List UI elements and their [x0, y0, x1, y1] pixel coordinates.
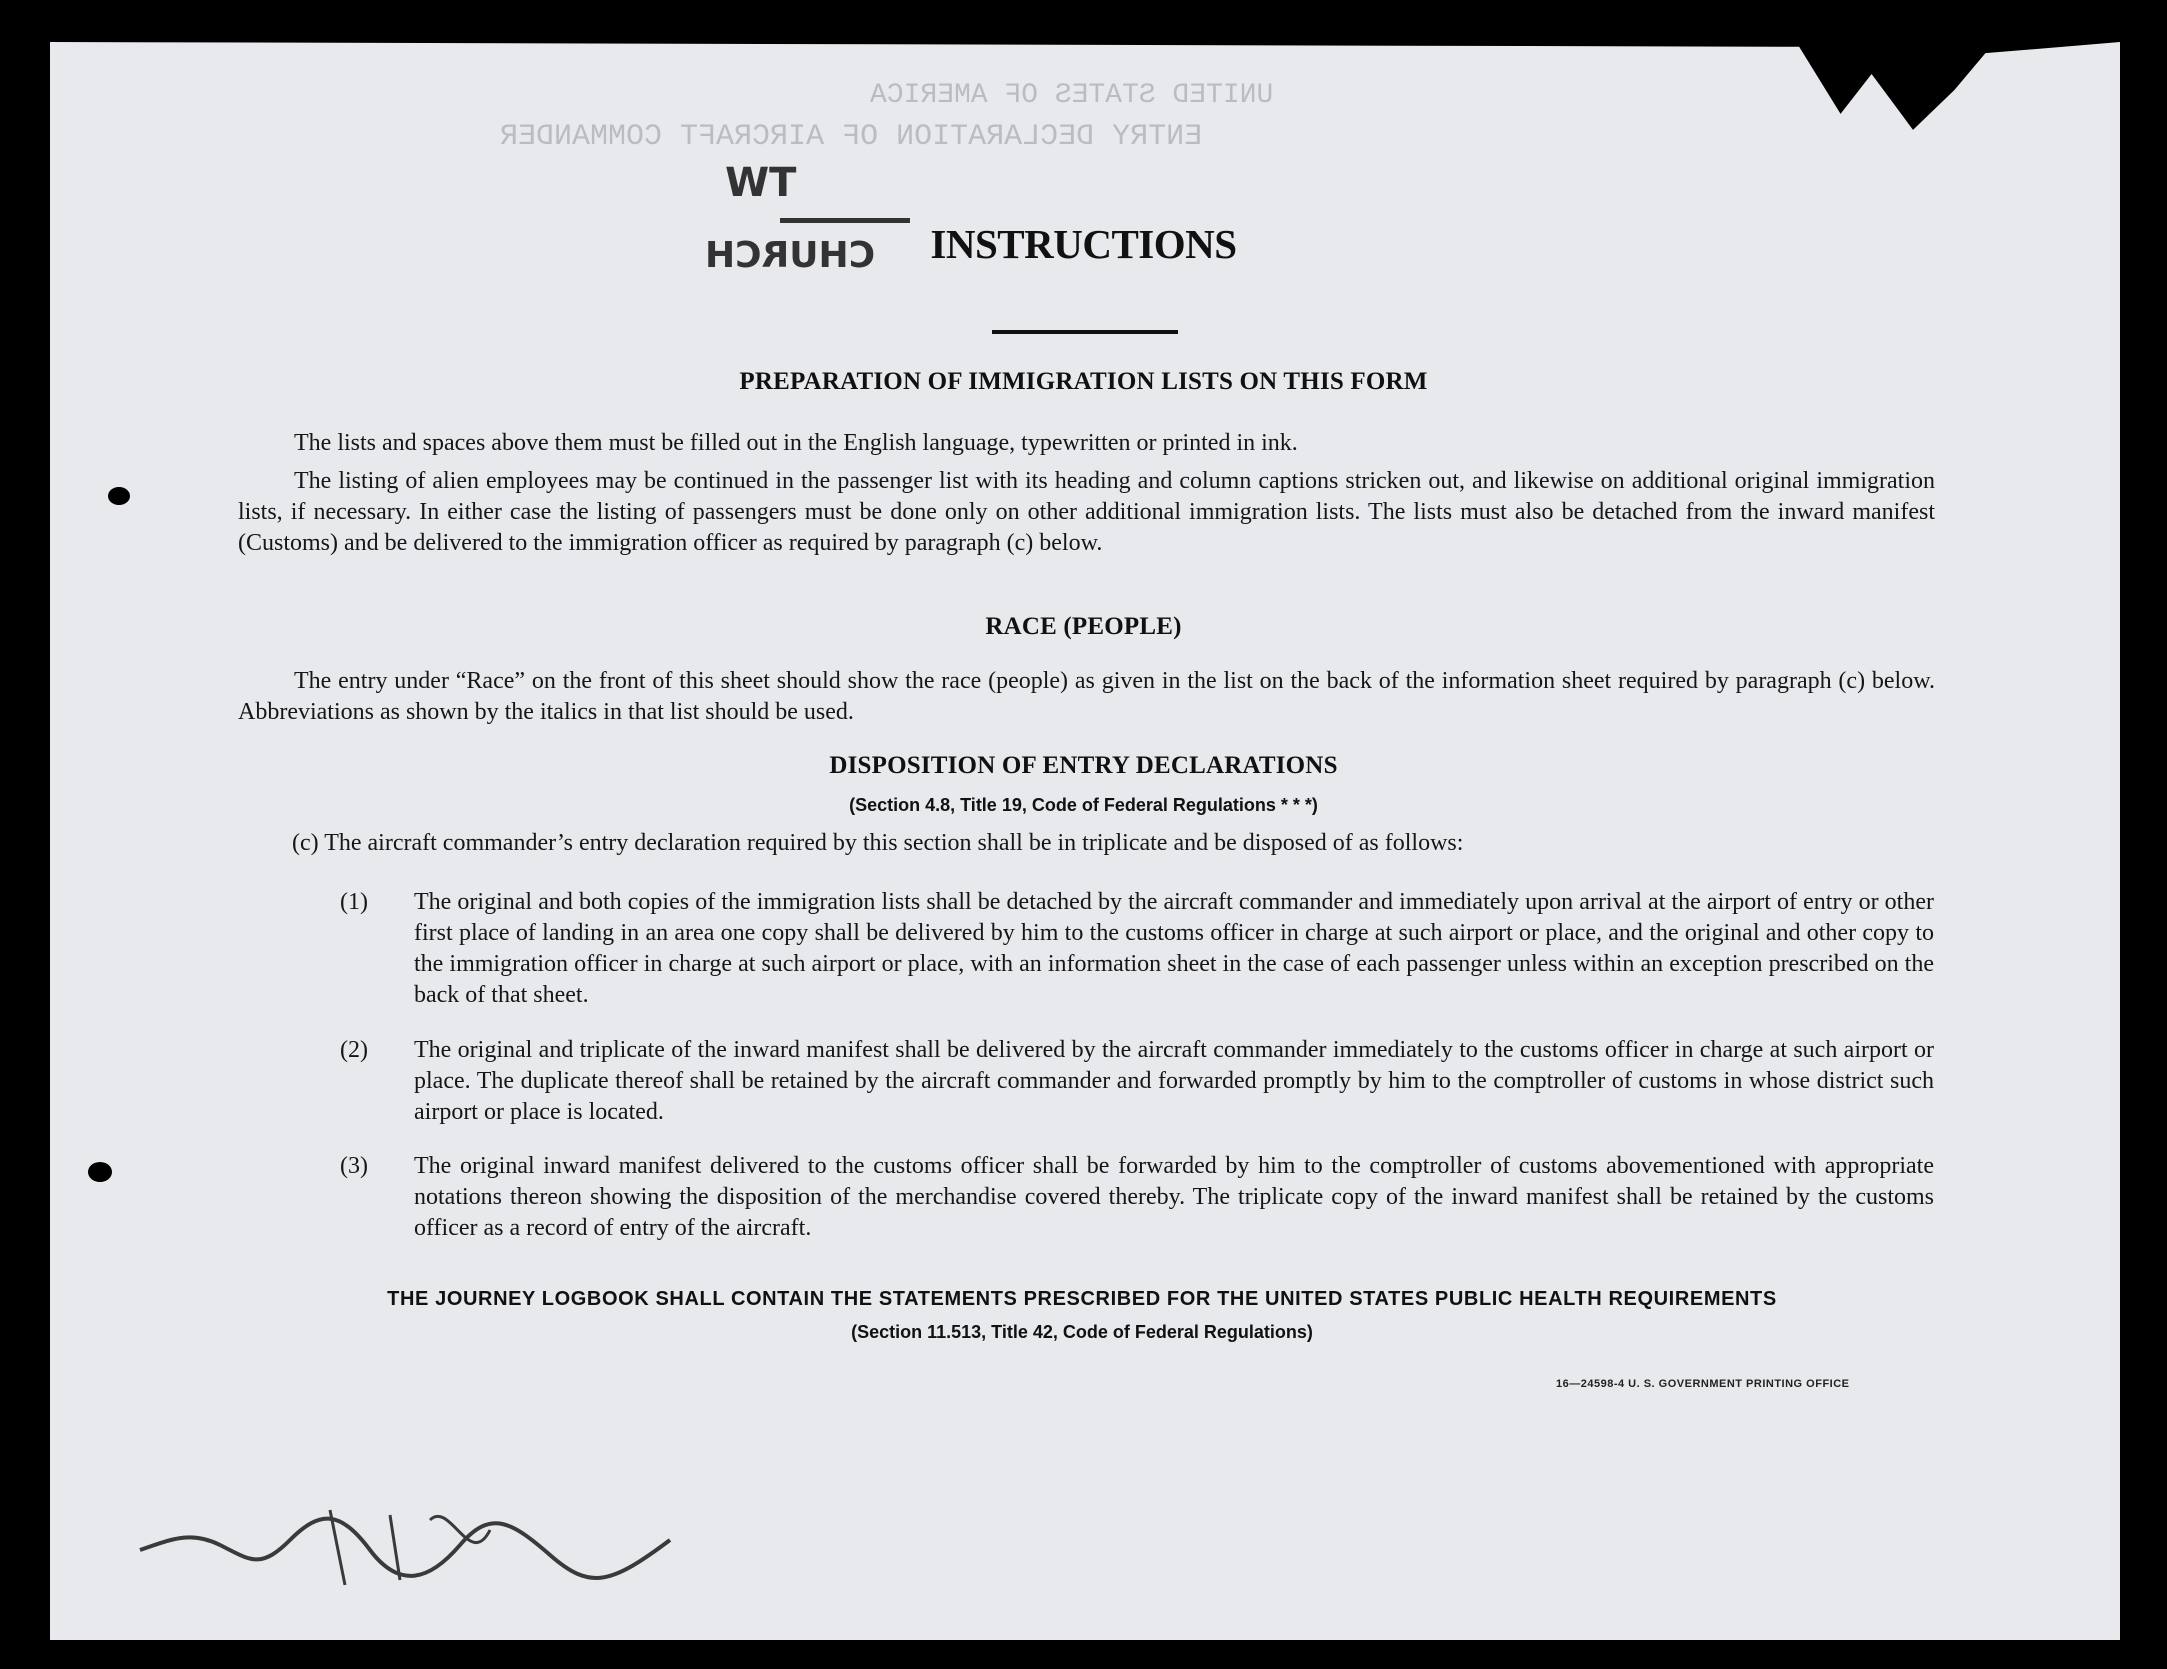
preparation-paragraph-1: The lists and spaces above them must be filled out in the English language, typewritten or printed in ink.: [294, 430, 1298, 456]
paragraph-c-label: (c): [292, 830, 319, 856]
page-title: INSTRUCTIONS: [930, 221, 1237, 267]
bleed-through-text: UNITED STATES OF AMERICA: [870, 80, 1274, 111]
punch-hole: [88, 1162, 112, 1182]
item-number: (3): [340, 1153, 368, 1179]
preparation-paragraph-2: The listing of alien employees may be continued in the passenger list with its heading and column captions stricken out, and likewise on additional original immigration lists, if necessary. In either case the listing of passengers must be done only on other additional immigration lists. The lists must also be detached from the inward manifest (Customs) and be delivered to the immigration officer as required by paragraph (c) below.: [238, 468, 1935, 556]
item-number: (2): [340, 1037, 368, 1063]
handwritten-mark: TW: [725, 160, 797, 206]
disposition-heading: DISPOSITION OF ENTRY DECLARATIONS: [829, 752, 1338, 779]
signature-mark: [130, 1490, 690, 1600]
paragraph-c: [292, 828, 1892, 859]
disposition-citation: (Section 4.8, Title 19, Code of Federal Regulations * * *): [849, 795, 1318, 815]
list-item: [340, 1035, 1934, 1128]
bleed-through-text: ENTRY DECLARATION OF AIRCRAFT COMMANDER: [500, 120, 1203, 154]
title-underline: [992, 330, 1178, 334]
printer-imprint: 16—24598-4 U. S. GOVERNMENT PRINTING OFFICE: [1556, 1378, 1850, 1390]
race-paragraph: The entry under “Race” on the front of this sheet should show the race (people) as given in the list on the back of the information sheet required by paragraph (c) below. Abbreviations as shown by the italics in that list should be used.: [238, 668, 1935, 725]
item-text: The original inward manifest delivered to the customs officer shall be forwarded by him to the comptroller of customs abovementioned with appropriate notations thereon showing the disposition of the merchandise covered thereby. The triplicate copy of the inward manifest shall be retained by the customs officer as a record of entry of the aircraft.: [414, 1153, 1934, 1241]
list-item: [340, 1151, 1934, 1244]
footer-statement: THE JOURNEY LOGBOOK SHALL CONTAIN THE STATEMENTS PRESCRIBED FOR THE UNITED STATES PUBLIC HEALTH REQUIREMENTS: [387, 1288, 1777, 1310]
preparation-heading: PREPARATION OF IMMIGRATION LISTS ON THIS FORM: [739, 368, 1428, 395]
paragraph-c-text: The aircraft commander’s entry declaration required by this section shall be in triplicate and be disposed of as follows:: [324, 830, 1464, 856]
race-heading: RACE (PEOPLE): [985, 613, 1182, 640]
list-item: [340, 887, 1934, 1011]
handwritten-church: CHURCH: [705, 235, 876, 276]
footer-citation: (Section 11.513, Title 42, Code of Federal Regulations): [851, 1322, 1313, 1342]
item-number: (1): [340, 889, 368, 915]
punch-hole: [108, 487, 130, 505]
item-text: The original and both copies of the immigration lists shall be detached by the aircraft commander and immediately upon arrival at the airport of entry or other first place of landing in an area one copy shall be delivered by him to the customs officer in charge at such airport or place, and the original and other copy to the immigration officer in charge at such airport or place, with an information sheet in the case of each passenger unless within an exception prescribed on the back of that sheet.: [414, 889, 1934, 1008]
item-text: The original and triplicate of the inward manifest shall be delivered by the aircraft commander immediately to the customs officer in charge at such airport or place. The duplicate thereof shall be retained by the aircraft commander and forwarded promptly by him to the comptroller of customs in whose district such airport or place is located.: [414, 1037, 1934, 1125]
